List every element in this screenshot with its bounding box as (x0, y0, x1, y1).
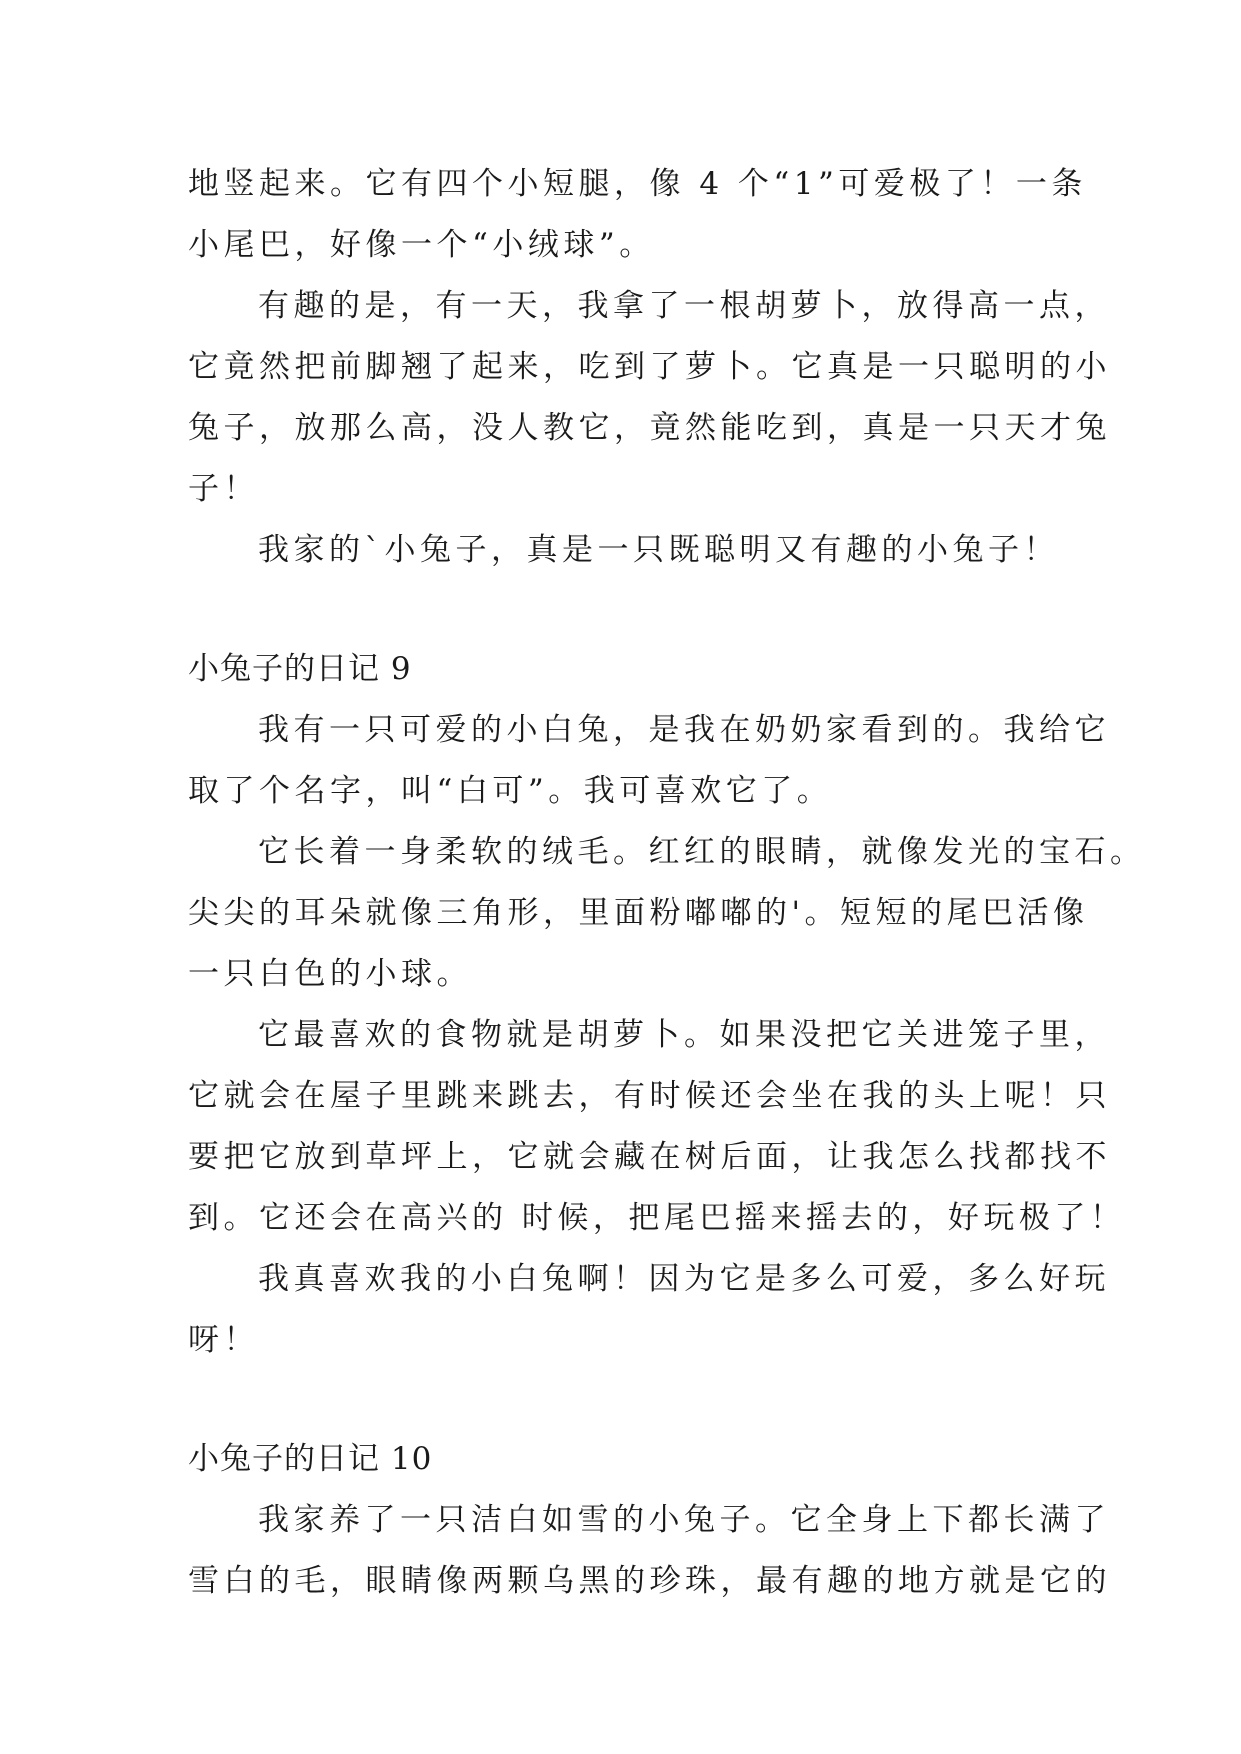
text-line: 我真喜欢我的小白兔啊！因为它是多么可爱，多么好玩 (258, 1261, 1110, 1297)
section-gap (188, 581, 1058, 639)
text-line: 小尾巴，好像一个“小绒球”。 (188, 227, 655, 263)
text-line: 尖尖的耳朵就像三角形，里面粉嘟嘟的'。短短的尾巴活像 (188, 895, 1089, 931)
text-line: 我家养了一只洁白如雪的小兔子。它全身上下都长满了 (258, 1502, 1110, 1538)
text-line: 它长着一身柔软的绒毛。红红的眼睛，就像发光的宝石。 (258, 834, 1146, 870)
section-title: 小兔子的日记 10 (188, 1441, 433, 1477)
text-line: 到。它还会在高兴的 时候，把尾巴摇来摇去的，好玩极了！ (188, 1200, 1126, 1236)
document-body (188, 154, 1146, 1612)
text-line: 我家的`小兔子，真是一只既聪明又有趣的小兔子！ (258, 532, 1059, 568)
text-line: 要把它放到草坪上，它就会藏在树后面，让我怎么找都找不 (188, 1139, 1111, 1175)
text-line: 它竟然把前脚翘了起来，吃到了萝卜。它真是一只聪明的小 (188, 349, 1111, 385)
section-gap (188, 1371, 1058, 1429)
text-line: 子！ (188, 471, 259, 507)
text-line: 我有一只可爱的小白兔，是我在奶奶家看到的。我给它 (258, 712, 1110, 748)
text-line: 它最喜欢的食物就是胡萝卜。如果没把它关进笼子里， (258, 1017, 1110, 1053)
text-line: 它就会在屋子里跳来跳去，有时候还会坐在我的头上呢！只 (188, 1078, 1111, 1114)
section-title: 小兔子的日记 9 (188, 651, 412, 687)
text-line: 兔子，放那么高，没人教它，竟然能吃到，真是一只天才兔 (188, 410, 1111, 446)
text-line: 地竖起来。它有四个小短腿，像 4 个“1”可爱极了！一条 (188, 166, 1087, 202)
text-line: 呀！ (188, 1322, 259, 1358)
text-line: 取了个名字，叫“白可”。我可喜欢它了。 (188, 773, 833, 809)
text-line: 有趣的是，有一天，我拿了一根胡萝卜，放得高一点， (258, 288, 1110, 324)
text-line: 雪白的毛，眼睛像两颗乌黑的珍珠，最有趣的地方就是它的 (188, 1563, 1111, 1599)
text-line: 一只白色的小球。 (188, 956, 472, 992)
